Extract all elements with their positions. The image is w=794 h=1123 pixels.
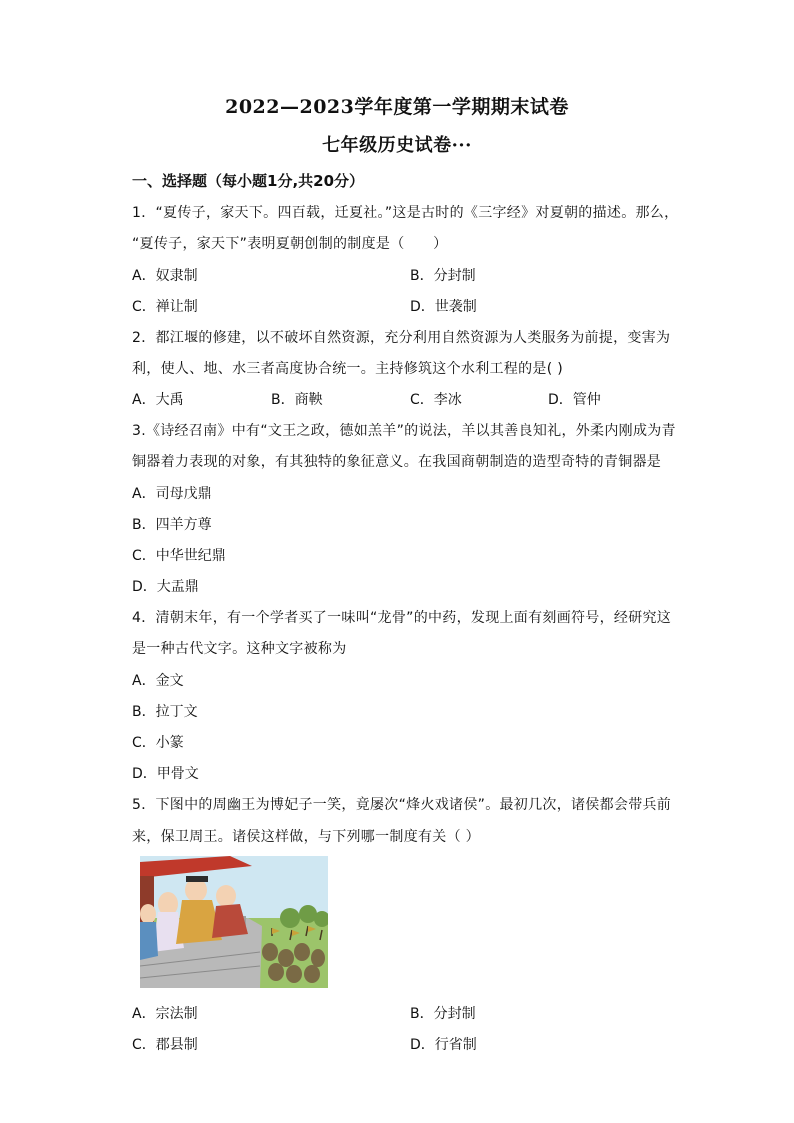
q1-stem-line1: 1．“夏传子，家天下。四百载，迁夏社。”这是古时的《三字经》对夏朝的描述。那么， [132,205,679,221]
q3-stem-line1: 3.《诗经召南》中有“文王之政，德如羔羊”的说法，羊以其善良知礼，外柔内刚成为青 [132,423,676,439]
q3-option-d: D．大盂鼎 [132,579,199,595]
q2-option-d: D．管仲 [548,392,601,408]
q5-option-c: C．郡县制 [132,1037,198,1053]
q5-option-d: D．行省制 [410,1037,477,1053]
q2-stem-line2: 利，使人、地、水三者高度协合统一。主持修筑这个水利工程的是( ) [132,361,563,377]
section-heading: 一、选择题（每小题1分,共20分） [132,172,365,190]
q4-stem-line2: 是一种古代文字。这种文字被称为 [132,641,347,657]
q5-option-a: A．宗法制 [132,1006,198,1022]
q3-option-b: B．四羊方尊 [132,517,212,533]
q2-option-b: B．商鞅 [271,392,323,408]
illustration-svg [140,856,328,988]
q5-option-b: B．分封制 [410,1006,476,1022]
q4-option-a: A．金文 [132,673,184,689]
q3-option-c: C．中华世纪鼎 [132,548,226,564]
exam-title: 2022—2023学年度第一学期期末试卷 [225,96,569,118]
q3-option-a: A．司母戊鼎 [132,486,212,502]
q2-stem-line1: 2．都江堰的修建，以不破坏自然资源，充分利用自然资源为人类服务为前提，变害为 [132,330,671,346]
q4-option-b: B．拉丁文 [132,704,198,720]
q2-option-a: A．大禹 [132,392,184,408]
q1-option-d: D．世袭制 [410,299,477,315]
q5-stem-line1: 5．下图中的周幽王为博妃子一笑，竟屡次“烽火戏诸侯”。最初几次，诸侯都会带兵前 [132,797,672,813]
q1-option-a: A．奴隶制 [132,268,198,284]
q4-option-c: C．小篆 [132,735,184,751]
q1-option-c: C．禅让制 [132,299,198,315]
q4-stem-line1: 4．清朝末年，有一个学者买了一味叫“龙骨”的中药，发现上面有刻画符号，经研究这 [132,610,672,626]
illustration-beacon-fire [140,856,328,988]
q1-option-b: B．分封制 [410,268,476,284]
q2-option-c: C．李冰 [410,392,462,408]
q1-stem-line2: “夏传子，家天下”表明夏朝创制的制度是（ ） [132,236,448,252]
q3-stem-line2: 铜器着力表现的对象，有其独特的象征意义。在我国商朝制造的造型奇特的青铜器是 [132,454,662,470]
q4-option-d: D．甲骨文 [132,766,199,782]
exam-subtitle: 七年级历史试卷··· [322,135,472,156]
q5-stem-line2: 来，保卫周王。诸侯这样做，与下列哪一制度有关（ ） [132,829,480,845]
